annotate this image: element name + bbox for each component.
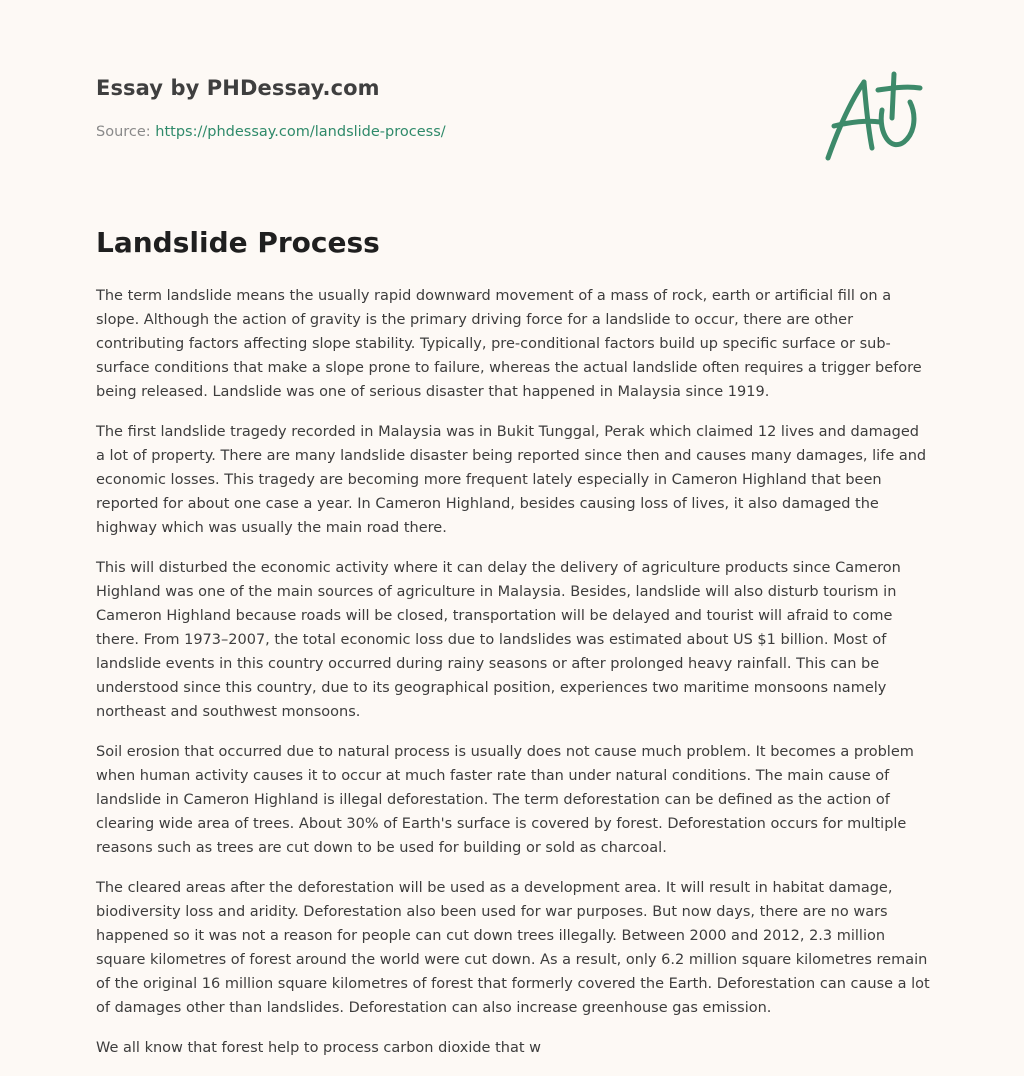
a-plus-grade-icon: [820, 70, 924, 165]
essay-title: Landslide Process: [96, 226, 380, 259]
essay-paragraph: The term landslide means the usually rapid downward movement of a mass of rock, earth or artificial fill on a slope. Although the action of gravity is the primary driving force for a landslide to occur, there are other contributing factors affecting slope stability. Typically, pre-conditional factors build up specific surface or sub-surface conditions that make a slope prone to failure, whereas the actual landslide often requires a trigger before being released. Landslide was one of serious disaster that happened in Malaysia since 1919.: [96, 288, 922, 400]
essay-paragraph: This will disturbed the economic activity where it can delay the delivery of agriculture products since Cameron Highland was one of the main sources of agriculture in Malaysia. Besides, landslide will also disturb tourism in Cameron Highland because roads will be closed, transportation will be delayed and tourist will afraid to come there. From 1973–2007, the total economic loss due to landslides was estimated about US $1 billion. Most of landslide events in this country occurred during rainy seasons or after prolonged heavy rainfall. This can be understood since this country, due to its geographical position, experiences two maritime monsoons namely northeast and southwest monsoons.: [96, 560, 901, 720]
essay-paragraph: The cleared areas after the deforestation will be used as a development area. It will result in habitat damage, biodiversity loss and aridity. Deforestation also been used for war purposes. But now days, there are no wars happened so it was not a reason for people can cut down trees illegally. Between 2000 and 2012, 2.3 million square kilometres of forest around the world were cut down. As a result, only 6.2 million square kilometres remain of the original 16 million square kilometres of forest that formerly covered the Earth. Deforestation can cause a lot of damages other than landslides. Deforestation can also increase greenhouse gas emission.: [96, 880, 930, 1016]
essay-paragraph: The first landslide tragedy recorded in Malaysia was in Bukit Tunggal, Perak which claimed 12 lives and damaged a lot of property. There are many landslide disaster being reported since then and causes many damages, life and economic losses. This tragedy are becoming more frequent lately especially in Cameron Highland that been reported for about one case a year. In Cameron Highland, besides causing loss of lives, it also damaged the highway which was usually the main road there.: [96, 424, 927, 536]
source-line: [96, 124, 446, 140]
essay-paragraph: Soil erosion that occurred due to natural process is usually does not cause much problem. It becomes a problem when human activity causes it to occur at much faster rate than under natural conditions. The main cause of landslide in Cameron Highland is illegal deforestation. The term deforestation can be defined as the action of clearing wide area of trees. About 30% of Earth's surface is covered by forest. Deforestation occurs for multiple reasons such as trees are cut down to be used for building or sold as charcoal.: [96, 744, 914, 856]
source-label: Source:: [96, 124, 151, 140]
source-link[interactable]: https://phdessay.com/landslide-process/: [155, 124, 446, 140]
essay-body: [96, 284, 931, 1076]
brand-title: Essay by PHDessay.com: [96, 76, 380, 100]
essay-paragraph-truncated: We all know that forest help to process carbon dioxide that w: [96, 1040, 541, 1056]
